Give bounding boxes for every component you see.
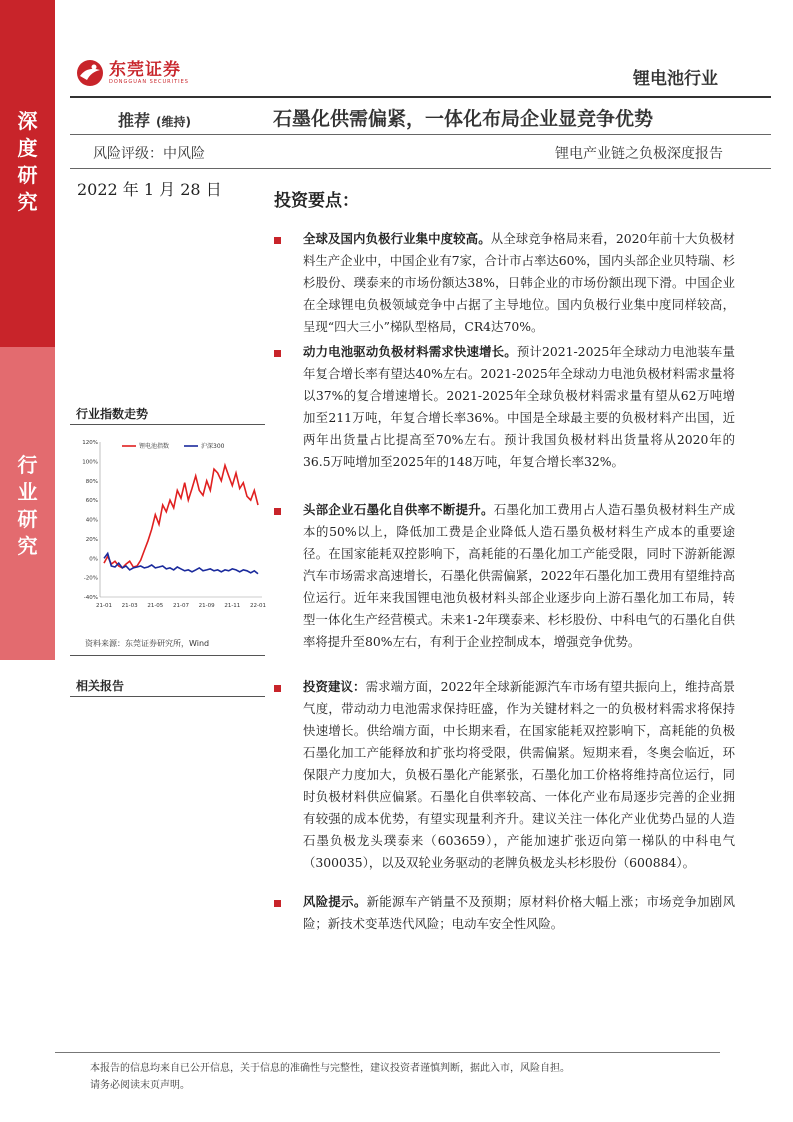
point-3: 头部企业石墨化自供率不断提升。石墨化加工费用占人造石墨负极材料生产成本的50%以上，降低加工费是企业降低人造石墨负极材料生产成本的重要途径。在国家能耗双控影响下，高耗能的石墨化加工产能受限，同时下游新能源汽车市场需求高速增长，石墨化供需偏紧，2022年石墨化加工费用有望维持高位运行。近年来我国锂电池负极材料头部企业逐步向上游石墨化加工布局，转型一体化生产经营模式。未来1-2年璞泰来、杉杉股份、中科电气的石墨化自供率将提升至80%左右，有利于企业控制成本，增强竞争优势。 — [303, 502, 736, 649]
chart-legend-label: 沪深300 — [201, 443, 225, 450]
chart-x-tick-label: 21-03 — [121, 603, 138, 609]
chart-y-tick-label: 40% — [85, 517, 98, 524]
chart-source: 资料来源：东莞证券研究所，Wind — [85, 639, 210, 648]
bullet-icon — [274, 237, 281, 244]
bullet-icon — [274, 685, 281, 692]
chart-y-tick-label: 0% — [89, 556, 98, 563]
bullet-icon — [274, 508, 281, 515]
index-trend-label: 行业指数走势 — [76, 407, 149, 421]
chart-x-tick-label: 21-07 — [173, 603, 189, 609]
disclaimer: 本报告的信息均来自已公开信息，关于信息的准确性与完整性，建议投资者谨慎判断，据此入市，风险自担。 请务必阅读末页声明。 — [90, 1063, 570, 1091]
chart-y-tick-label: 20% — [85, 536, 98, 543]
point-4: 投资建议：需求端方面，2022年全球新能源汽车市场有望共振向上，维持高景气度，带动动力电池需求保持旺盛，作为关键材料之一的负极材料需求将保持快速增长。供给端方面，中长期来看，在国家能耗双控影响下，高耗能的负极石墨化加工产能释放和扩张均将受限，供需偏紧。短期来看，冬奥会临近，环保限产力度加大，负极石墨化产能紧张，石墨化加工价格将维持高位运行，同时负极材料供应偏紧。石墨化自供率较高、一体化产业布局逐步完善的企业拥有较强的成本优势，有望实现量利齐升。建议关注一体化产业优势凸显的人造石墨负极龙头璞泰来（603659），产能加速扩张迈向第一梯队的中科电气（300035），以及双轮业务驱动的老牌负极龙头杉杉股份（600884）。 — [303, 679, 735, 870]
logo-en: DONGGUAN SECURITIES — [109, 78, 189, 85]
related-rule — [70, 696, 265, 697]
chart-series-line — [104, 465, 258, 568]
section-title: 投资要点： — [274, 191, 359, 211]
chart-x-tick-label: 21-11 — [224, 603, 241, 609]
sidebar-bottom-text: 行 业 研 究 — [17, 453, 38, 558]
logo-icon — [75, 58, 105, 88]
index-chart — [78, 432, 268, 622]
company-logo — [75, 58, 189, 88]
bullet-icon — [274, 900, 281, 907]
title-rule — [70, 134, 771, 135]
risk-rating: 风险评级：中风险 — [93, 146, 205, 162]
chart-x-tick-label: 21-09 — [198, 603, 215, 609]
chart-legend-label: 锂电池指数 — [139, 443, 170, 450]
chart-y-tick-label: -20% — [83, 575, 98, 582]
point-5: 风险提示。新能源车产销量不及预期；原材料价格大幅上涨；市场竞争加剧风险；新技术变革迭代风险；电动车安全性风险。 — [303, 894, 736, 931]
rating: 推荐 (维持) — [118, 111, 191, 130]
chart-y-tick-label: -40% — [83, 595, 98, 601]
subtitle-rule — [70, 168, 771, 169]
chart-x-tick-label: 21-05 — [147, 603, 164, 609]
report-title: 石墨化供需偏紧，一体化布局企业显竞争优势 — [273, 108, 654, 130]
related-reports-label: 相关报告 — [76, 679, 125, 693]
chart-x-tick-label: 22-01 — [250, 603, 266, 609]
chart-y-tick-label: 120% — [82, 440, 98, 446]
footer-rule — [55, 1052, 720, 1053]
source-rule — [70, 655, 265, 656]
point-1: 全球及国内负极行业集中度较高。从全球竞争格局来看，2020年前十大负极材料生产企业中，中国企业有7家，合计市占率达60%，国内头部企业贝特瑞、杉杉股份、璞泰来的市场份额达38%，日韩企业的市场份额出现下滑。中国企业在全球锂电负极领域竞争中占据了主导地位。国内负极行业集中度同样较高，呈现“四大三小”梯队型格局，CR4达70%。 — [303, 231, 735, 334]
point-2: 动力电池驱动负极材料需求快速增长。预计2021-2025年全球动力电池装车量年复合增长率有望达40%左右。2021-2025年全球动力电池负极材料需求量将以37%的复合增速增长。2021-2025年全球负极材料需求量有望从62万吨增加至211万吨，年复合增长率36%。中国是全球最主要的负极材料产出国，近两年出货量占比提高至70%左右。预计我国负极材料出货量将从2020年的36.5万吨增加至2025年的148万吨，年复合增长率32%。 — [303, 344, 735, 469]
chart-y-tick-label: 60% — [85, 498, 98, 505]
sidebar-top-text: 深 度 研 究 — [17, 109, 38, 214]
report-subtitle: 锂电产业链之负极深度报告 — [555, 146, 723, 162]
index-trend-rule — [70, 424, 265, 425]
chart-y-tick-label: 100% — [82, 459, 98, 466]
header-rule — [70, 96, 771, 98]
industry-label: 锂电池行业 — [633, 69, 718, 89]
chart-y-tick-label: 80% — [85, 478, 98, 485]
report-date: 2022 年 1 月 28 日 — [77, 180, 222, 199]
bullet-icon — [274, 350, 281, 357]
chart-x-tick-label: 21-01 — [96, 603, 112, 609]
logo-cn: 东莞证券 — [109, 59, 181, 80]
